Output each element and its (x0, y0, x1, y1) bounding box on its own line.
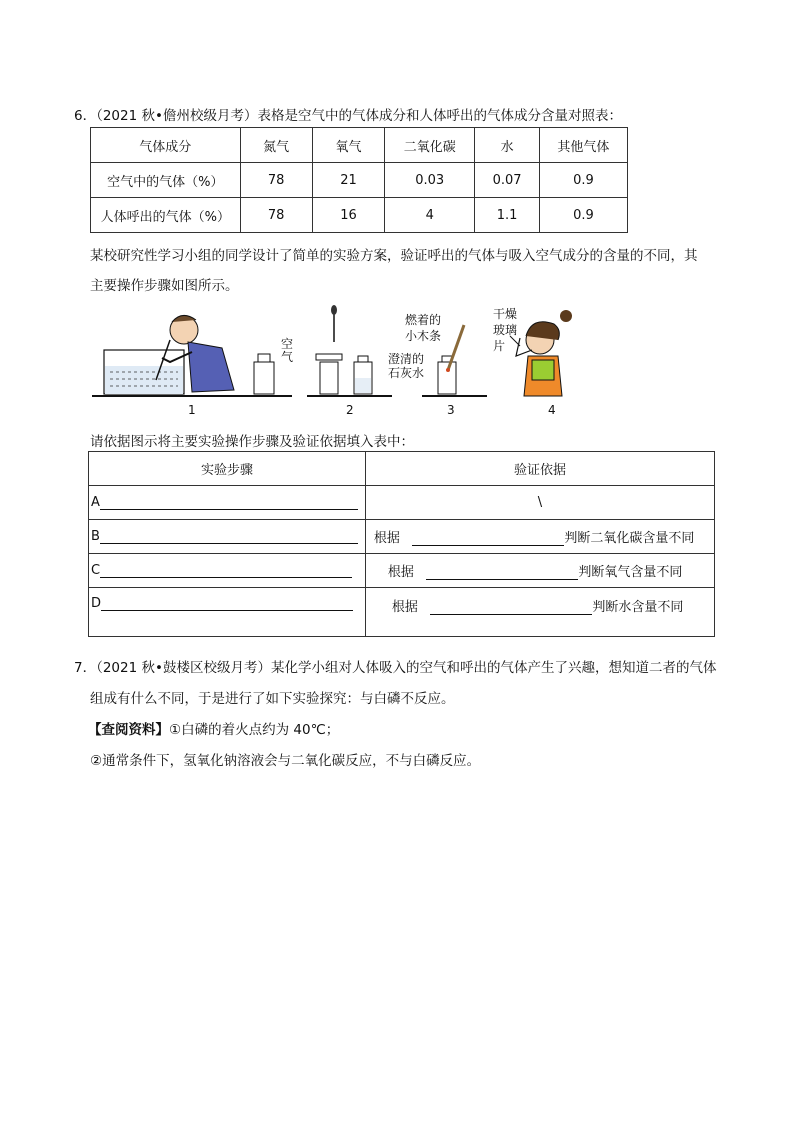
table-row (91, 198, 628, 233)
label-limewater: 澄清的石灰水 (388, 352, 425, 380)
info-label: 【查阅资料】 (88, 722, 169, 738)
header-cell: 氧气 (312, 128, 384, 163)
table-cell: 0.03 (385, 163, 475, 198)
info-text-1: ①白磷的着火点约为 40℃； (169, 722, 340, 738)
steps-table (88, 451, 715, 637)
table-header-row (91, 128, 628, 163)
basis-suffix: 判断二氧化碳含量不同 (564, 531, 695, 546)
table-row (89, 588, 715, 637)
basis-cell-b (365, 520, 714, 554)
q6-instruction: 请依据图示将主要实验操作步骤及验证依据填入表中： (90, 434, 414, 450)
table-cell: 1.1 (475, 198, 540, 233)
table-header-row (89, 452, 715, 486)
step-cell-c (89, 554, 366, 588)
figure-caption-4: 4 (548, 403, 556, 417)
step-letter: C (91, 563, 101, 578)
header-cell: 水 (475, 128, 540, 163)
basis-prefix: 根据 (373, 531, 400, 546)
table-cell: 4 (385, 198, 475, 233)
basis-prefix: 根据 (387, 565, 414, 580)
answer-blank[interactable] (100, 495, 358, 510)
header-cell: 验证依据 (365, 452, 714, 486)
answer-blank[interactable] (426, 565, 578, 580)
table-row (89, 486, 715, 520)
q7-info-line-2: ②通常条件下，氢氧化钠溶液会与二氧化碳反应，不与白磷反应。 (90, 753, 481, 769)
table-cell: 人体呼出的气体（%） (91, 198, 241, 233)
q7-line-2: 组成有什么不同，于是进行了如下实验探究：与白磷不反应。 (90, 691, 455, 707)
figure-caption-2: 2 (346, 403, 354, 417)
answer-blank[interactable] (412, 531, 564, 546)
q6-paragraph-1: 某校研究性学习小组的同学设计了简单的实验方案，验证呼出的气体与吸入空气成分的含量的不同，其 (90, 248, 698, 264)
table-row (89, 520, 715, 554)
table-cell: 0.9 (539, 198, 627, 233)
figure-caption-1: 1 (188, 403, 196, 417)
answer-blank[interactable] (100, 529, 358, 544)
basis-cell-d (365, 588, 714, 637)
header-cell: 气体成分 (91, 128, 241, 163)
table-row (89, 554, 715, 588)
basis-cell-a (365, 486, 714, 520)
table-cell: 0.9 (539, 163, 627, 198)
basis-suffix: 判断水含量不同 (592, 600, 684, 615)
step-letter: A (91, 495, 100, 510)
step-cell-b (89, 520, 366, 554)
experiment-figure (92, 300, 592, 425)
basis-prefix: 根据 (391, 600, 418, 615)
label-burning-stick: 燃着的小木条 (405, 313, 442, 343)
step-cell-d (89, 588, 366, 637)
table-cell: 78 (240, 163, 312, 198)
header-cell: 实验步骤 (89, 452, 366, 486)
table-cell: 21 (312, 163, 384, 198)
q6-intro: 6．（2021 秋•儋州校级月考）表格是空气中的气体成分和人体呼出的气体成分含量对照表： (74, 108, 622, 124)
table-cell: 空气中的气体（%） (91, 163, 241, 198)
label-air: 空气 (281, 337, 294, 364)
answer-blank[interactable] (100, 563, 352, 578)
header-cell: 二氧化碳 (385, 128, 475, 163)
basis-text: \ (537, 495, 543, 510)
header-cell: 其他气体 (539, 128, 627, 163)
step-letter: D (91, 596, 102, 611)
label-dry-glass: 干燥玻璃片 (493, 307, 518, 353)
table-row (91, 163, 628, 198)
basis-cell-c (365, 554, 714, 588)
q7-info-line-1 (88, 718, 339, 738)
gas-composition-table (90, 127, 628, 233)
step-cell-a (89, 486, 366, 520)
answer-blank[interactable] (101, 596, 353, 611)
table-cell: 16 (312, 198, 384, 233)
basis-suffix: 判断氧气含量不同 (578, 565, 683, 580)
header-cell: 氮气 (240, 128, 312, 163)
answer-blank[interactable] (430, 600, 592, 615)
q6-paragraph-2: 主要操作步骤如图所示。 (90, 278, 239, 294)
table-cell: 78 (240, 198, 312, 233)
q7-line-1: 7．（2021 秋•鼓楼区校级月考）某化学小组对人体吸入的空气和呼出的气体产生了兴趣，想知道二者的气体 (74, 660, 717, 676)
step-letter: B (91, 529, 100, 544)
figure-caption-3: 3 (447, 403, 455, 417)
table-cell: 0.07 (475, 163, 540, 198)
